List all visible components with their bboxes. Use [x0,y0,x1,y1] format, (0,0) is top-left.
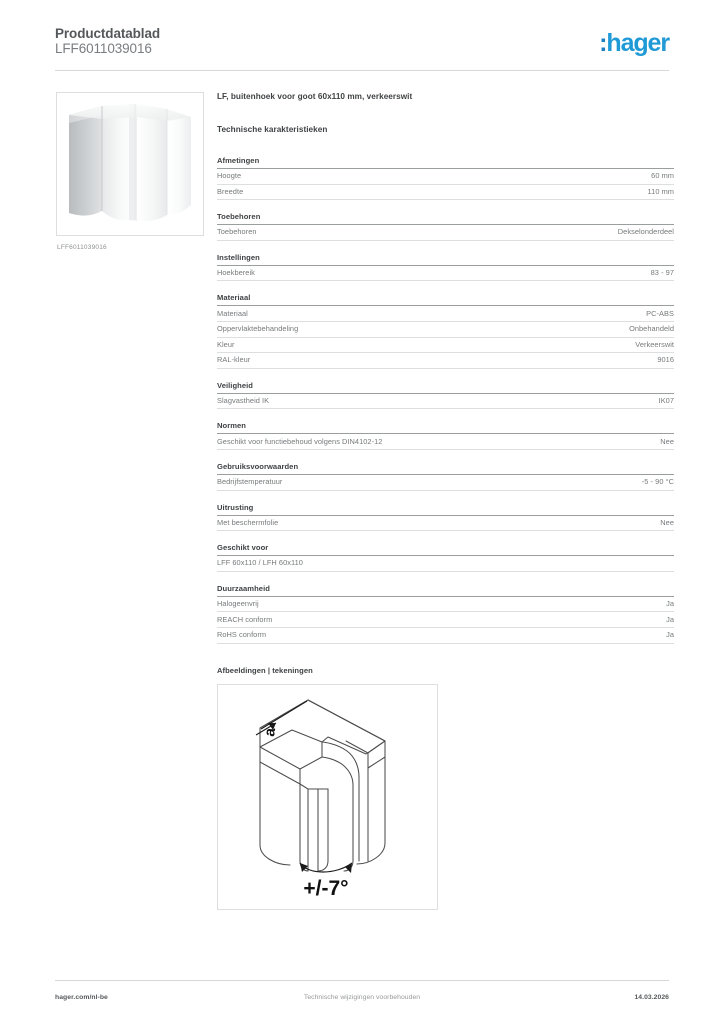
spec-group-title: Gebruiksvoorwaarden [217,462,674,475]
footer-divider [55,980,669,981]
product-photo-corner-duct [57,93,203,235]
spec-group-title: Uitrusting [217,503,674,516]
spec-group [217,212,674,241]
spec-row-label: RoHS conform [217,630,267,640]
spec-group [217,421,674,450]
hager-logo [599,30,669,56]
spec-row-label: Hoogte [217,171,242,181]
spec-row-label: LFF 60x110 / LFH 60x110 [217,558,303,568]
spec-row-value: -5 - 90 °C [641,477,674,487]
spec-group [217,253,674,282]
spec-row-value: 9016 [657,355,674,365]
logo-text: hager [606,29,669,57]
spec-group [217,462,674,491]
spec-row [217,338,674,354]
spec-row [217,169,674,185]
spec-row-label: Halogeenvrij [217,599,259,609]
spec-row-label: Hoekbereik [217,268,255,278]
spec-row-label: Breedte [217,186,244,196]
spec-row [217,612,674,628]
spec-row-label: Met beschermfolie [217,517,279,527]
spec-row-value: 83 - 97 [650,268,674,278]
page-footer [55,994,669,1006]
spec-group-title: Veiligheid [217,381,674,394]
spec-row [217,185,674,201]
spec-row [217,306,674,322]
spec-row-value: IK07 [658,396,674,406]
dimension-label-a: a [261,726,280,738]
spec-row-label: Materiaal [217,308,248,318]
spec-row [217,353,674,369]
spec-row-value: Ja [666,614,674,624]
spec-row-label: Toebehoren [217,227,257,237]
product-image-box [56,92,204,236]
spec-row [217,266,674,282]
spec-row [217,475,674,491]
spec-groups [217,156,674,644]
spec-row-value: Dekselonderdeel [617,227,674,237]
spec-group-title: Geschikt voor [217,543,674,556]
spec-row [217,516,674,532]
spec-group [217,293,674,368]
drawing-title: Afbeeldingen | tekeningen [217,665,313,675]
logo-colon-icon: : [599,29,607,57]
spec-row-value: PC-ABS [646,308,674,318]
product-name: LF, buitenhoek voor goot 60x110 mm, verkeerswit [217,92,413,101]
drawing-box [217,684,438,910]
spec-row-value: 60 mm [651,171,674,181]
spec-group-title: Toebehoren [217,212,674,225]
spec-group [217,543,674,572]
spec-row-label: Bedrijfstemperatuur [217,477,283,487]
spec-row-value: 110 mm [647,186,674,196]
spec-row-label: REACH conform [217,614,273,624]
spec-row-label: Oppervlaktebehandeling [217,324,299,334]
spec-row-value: Verkeerswit [635,339,674,349]
spec-row [217,322,674,338]
spec-group-title: Normen [217,421,674,434]
spec-group-title: Instellingen [217,253,674,266]
spec-heading: Technische karakteristieken [217,125,328,134]
spec-row [217,394,674,410]
footer-website[interactable]: hager.com/nl-be [55,994,108,1001]
product-reference: LFF6011039016 [55,41,152,56]
header-divider [55,70,669,71]
spec-row-value: Nee [660,517,674,527]
spec-group-title: Afmetingen [217,156,674,169]
spec-row [217,628,674,644]
spec-row [217,434,674,450]
spec-group [217,503,674,532]
spec-group [217,381,674,410]
page-header [55,26,669,66]
angle-label: +/-7° [303,876,349,900]
spec-row-label: Geschikt voor functiebehoud volgens DIN4102-12 [217,436,383,446]
spec-row [217,556,674,572]
page-title: Productdatablad [55,26,161,41]
spec-row [217,225,674,241]
spec-row-value: Onbehandeld [629,324,674,334]
spec-row-value: Ja [666,599,674,609]
spec-row-label: Slagvastheid IK [217,396,270,406]
spec-row-value: Ja [666,630,674,640]
spec-row-label: RAL-kleur [217,355,251,365]
footer-disclaimer: Technische wijzigingen voorbehouden [303,994,421,1001]
spec-row-label: Kleur [217,339,235,349]
spec-group-title: Materiaal [217,293,674,306]
spec-row [217,597,674,613]
spec-row-value: Nee [660,436,674,446]
footer-date: 14.03.2026 [634,994,669,1001]
technical-drawing [218,685,437,909]
specification-column [217,92,674,910]
spec-group-title: Duurzaamheid [217,584,674,597]
product-image-caption: LFF6011039016 [57,244,107,251]
spec-group [217,156,674,200]
spec-group [217,584,674,644]
drawing-section [217,666,674,910]
